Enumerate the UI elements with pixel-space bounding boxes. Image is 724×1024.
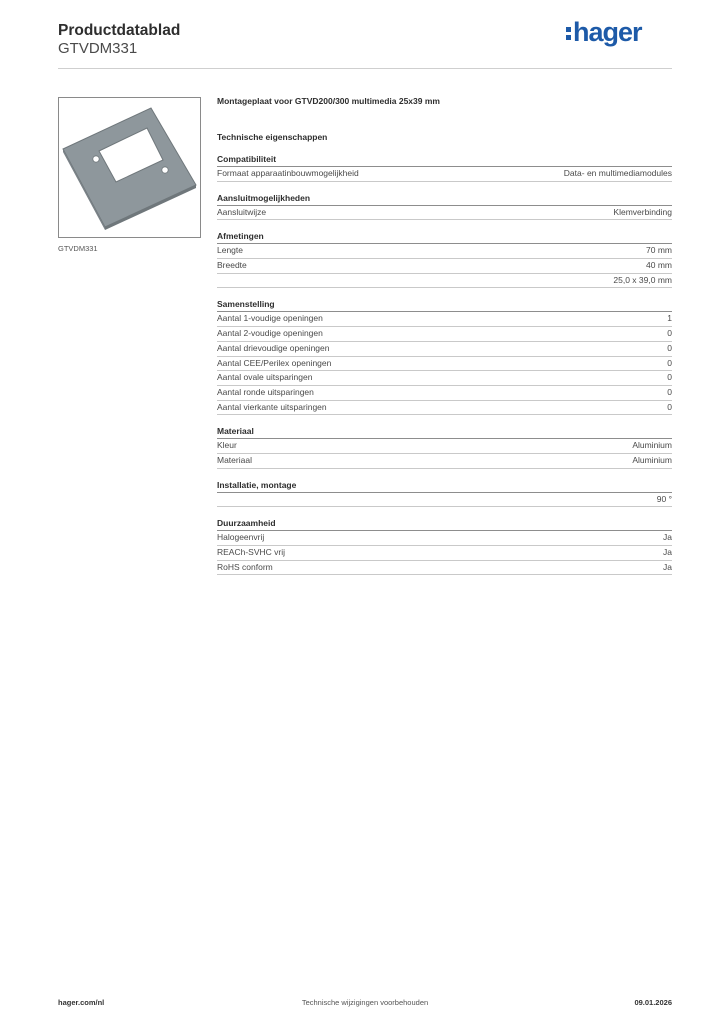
spec-value: 1: [667, 313, 672, 324]
spec-section: [217, 425, 672, 468]
spec-row: [217, 274, 672, 289]
document-title: Productdatablad: [58, 22, 181, 39]
image-caption: GTVDM331: [58, 244, 98, 253]
spec-label: Aantal ronde uitsparingen: [217, 386, 314, 397]
spec-value: Ja: [663, 561, 672, 572]
logo-wordmark: hager: [573, 17, 642, 47]
spec-value: Aluminium: [632, 454, 672, 465]
spec-row: [217, 167, 672, 182]
spec-value: Ja: [663, 532, 672, 543]
spec-label: Halogeenvrij: [217, 532, 265, 543]
spec-value: Data- en multimediamodules: [563, 168, 672, 178]
spec-label: Aantal 2-voudige openingen: [217, 328, 323, 339]
spec-value: 0: [667, 357, 672, 368]
spec-value: 0: [667, 372, 672, 383]
spec-label: Formaat apparaatinbouwmogelijkheid: [217, 168, 359, 178]
header-divider: [58, 68, 672, 69]
spec-row: [217, 371, 672, 386]
spec-label: Aansluitwijze: [217, 206, 267, 217]
spec-row: [217, 401, 672, 416]
section-title: Aansluitmogelijkheden: [217, 192, 672, 206]
section-title: Duurzaamheid: [217, 517, 672, 531]
spec-value: Aluminium: [632, 440, 672, 451]
spec-value: 0: [667, 401, 672, 412]
spec-row: [217, 327, 672, 342]
spec-value: 40 mm: [646, 260, 672, 271]
spec-value: Klemverbinding: [613, 206, 672, 217]
mounting-plate-illustration: [59, 98, 200, 237]
spec-label: Aantal ovale uitsparingen: [217, 372, 313, 383]
spec-section: [217, 479, 672, 508]
spec-row: [217, 342, 672, 357]
spec-row: [217, 531, 672, 546]
section-title: Installatie, montage: [217, 479, 672, 493]
product-description: Montageplaat voor GTVD200/300 multimedia 25x39 mm: [217, 96, 440, 106]
footer-disclaimer: Technische wijzigingen voorbehouden: [301, 998, 429, 1007]
spec-value: 90 °: [656, 493, 672, 504]
spec-row: [217, 546, 672, 561]
spec-value: 0: [667, 386, 672, 397]
spec-label: Kleur: [217, 440, 237, 451]
spec-row: [217, 259, 672, 274]
spec-label: Aantal 1-voudige openingen: [217, 313, 323, 324]
spec-label: RoHS conform: [217, 561, 273, 572]
logo-dots-icon: [566, 27, 571, 40]
spec-value: 0: [667, 342, 672, 353]
spec-row: [217, 454, 672, 469]
spec-value: 25,0 x 39,0 mm: [613, 274, 672, 285]
spec-label: Aantal drievoudige openingen: [217, 342, 330, 353]
spec-section: [217, 153, 672, 182]
spec-label: Aantal CEE/Perilex openingen: [217, 357, 332, 368]
spec-section: [217, 517, 672, 575]
spec-section: [217, 192, 672, 221]
spec-label: REACh-SVHC vrij: [217, 547, 286, 557]
section-title: Samenstelling: [217, 298, 672, 312]
spec-row: [217, 312, 672, 327]
footer-website-link[interactable]: hager.com/nl: [58, 998, 105, 1007]
spec-row: [217, 244, 672, 259]
spec-value: 0: [667, 328, 672, 339]
spec-row: [217, 206, 672, 221]
spec-section: [217, 230, 672, 288]
spec-section: [217, 298, 672, 415]
spec-heading: Technische eigenschappen: [217, 132, 328, 142]
spec-value: 70 mm: [646, 245, 672, 256]
spec-row: [217, 439, 672, 454]
spec-sections: [217, 153, 672, 575]
spec-row: [217, 386, 672, 401]
product-code: GTVDM331: [58, 40, 138, 57]
section-title: Afmetingen: [217, 230, 672, 244]
spec-value: Ja: [663, 547, 672, 557]
section-title: Compatibiliteit: [217, 153, 672, 167]
spec-row: [217, 493, 672, 508]
spec-label: Materiaal: [217, 454, 252, 465]
spec-label: Aantal vierkante uitsparingen: [217, 401, 327, 412]
specification-panel: [217, 94, 672, 575]
product-image: [58, 97, 201, 238]
section-title: Materiaal: [217, 425, 672, 439]
spec-row: [217, 357, 672, 372]
hager-logo: [566, 17, 642, 47]
spec-label: Breedte: [217, 260, 247, 271]
footer-date: 09.01.2026: [634, 998, 672, 1007]
spec-row: [217, 561, 672, 576]
spec-label: Lengte: [217, 245, 243, 256]
